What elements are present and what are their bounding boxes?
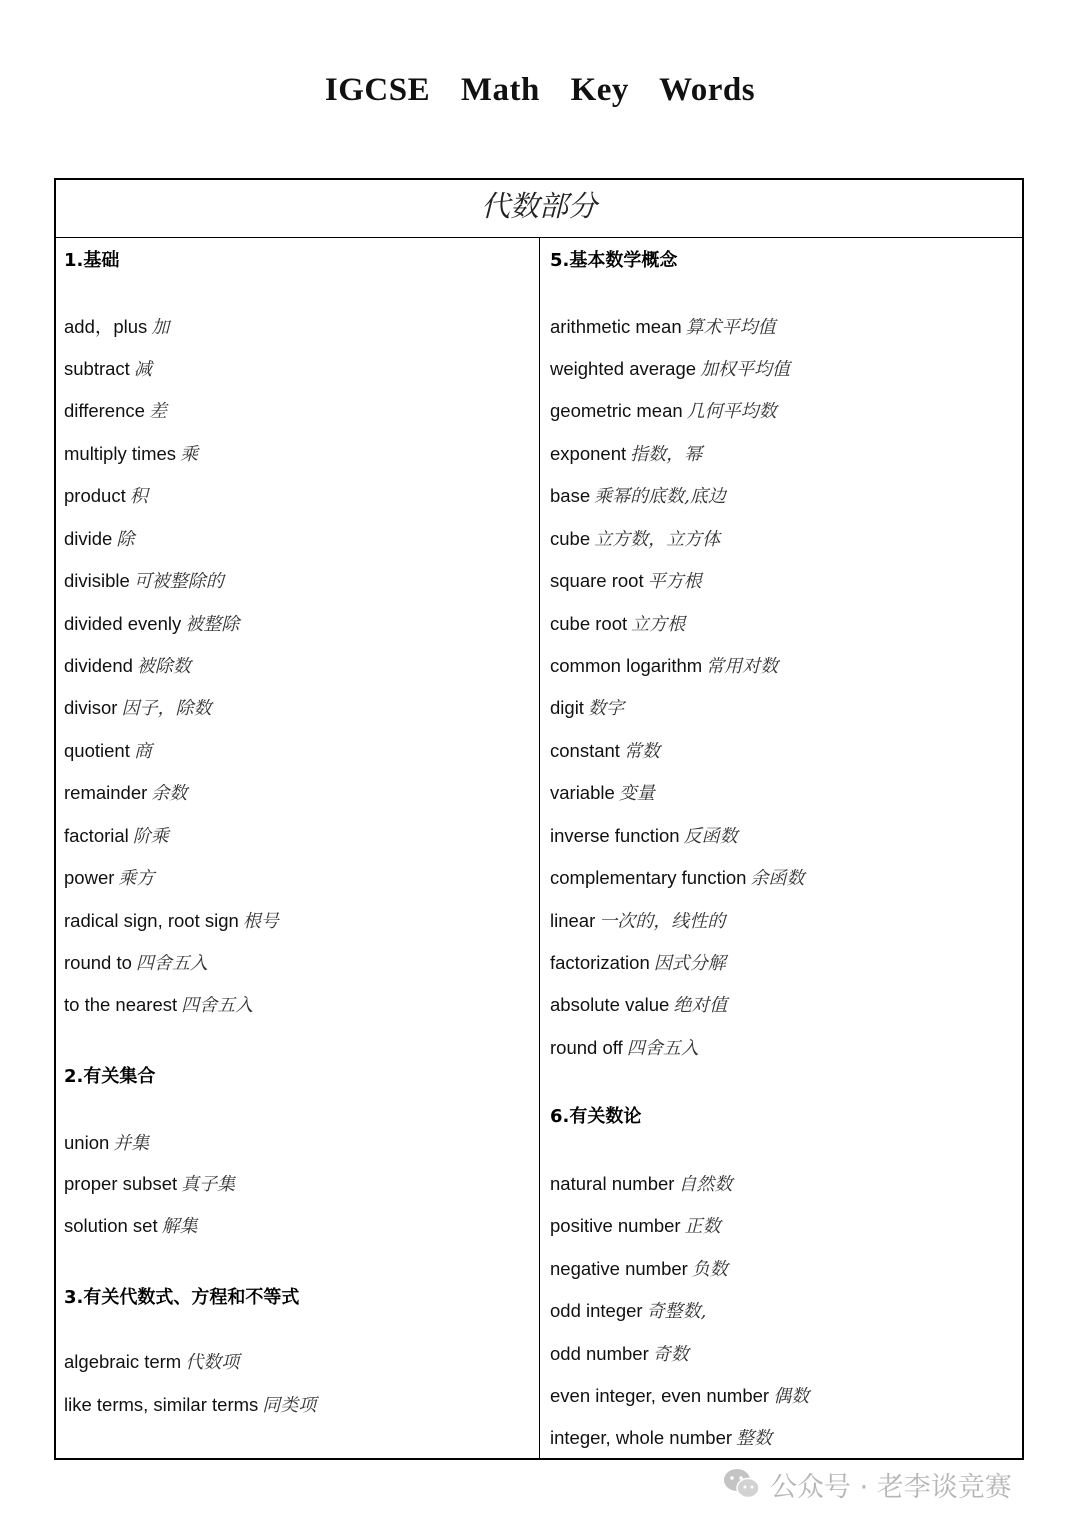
- chinese-translation: 变量: [618, 783, 655, 804]
- table-header: 代数部分: [56, 180, 1022, 238]
- english-term: multiply times: [64, 443, 177, 464]
- chinese-translation: 绝对值: [673, 995, 728, 1016]
- left-column: [56, 238, 539, 1458]
- vocabulary-entry: [550, 694, 624, 720]
- chinese-translation: 几何平均数: [686, 401, 777, 422]
- english-term: divided evenly: [64, 613, 182, 634]
- vocabulary-entry: [550, 1034, 699, 1060]
- chinese-translation: 被整除: [185, 614, 240, 635]
- chinese-translation: 同类项: [262, 1395, 317, 1416]
- english-term: negative number: [550, 1258, 688, 1279]
- chinese-translation: 正数: [684, 1216, 721, 1237]
- english-term: to the nearest: [64, 994, 178, 1015]
- right-column: [541, 238, 1024, 1458]
- english-term: integer, whole number: [550, 1427, 733, 1448]
- vocabulary-entry: [64, 610, 239, 636]
- vocabulary-entry: [550, 864, 804, 890]
- vocabulary-entry: [64, 737, 152, 763]
- vocabulary-entry: [64, 1212, 198, 1238]
- chinese-translation: 一次的，线性的: [599, 911, 726, 932]
- english-term: inverse function: [550, 825, 680, 846]
- vocabulary-entry: [64, 779, 187, 805]
- vocabulary-entry: [64, 482, 148, 508]
- english-term: remainder: [64, 782, 148, 803]
- watermark-text: 公众号 · 老李谈竞赛: [770, 1471, 1012, 1503]
- chinese-translation: 根号: [242, 911, 279, 932]
- vocabulary-entry: [550, 1340, 689, 1366]
- chinese-translation: 乘幂的底数,底边: [594, 486, 726, 507]
- vocabulary-entry: [550, 355, 790, 381]
- english-term: cube root: [550, 613, 628, 634]
- english-term: proper subset: [64, 1173, 178, 1194]
- english-term: factorial: [64, 825, 129, 846]
- english-term: common logarithm: [550, 655, 703, 676]
- section-heading: 6.有关数论: [550, 1106, 642, 1127]
- section-heading: 2.有关集合: [64, 1066, 156, 1087]
- vocabulary-entry: [550, 1212, 721, 1238]
- vocabulary-entry: [64, 525, 134, 551]
- english-term: variable: [550, 782, 615, 803]
- section-heading: 5.基本数学概念: [550, 250, 678, 271]
- chinese-translation: 除: [116, 529, 135, 550]
- chinese-translation: 加: [151, 317, 170, 338]
- vocabulary-entry: [64, 567, 224, 593]
- chinese-translation: 奇数: [652, 1344, 689, 1365]
- vocabulary-entry: [64, 313, 169, 339]
- english-term: odd integer: [550, 1300, 643, 1321]
- english-term: solution set: [64, 1215, 158, 1236]
- vocabulary-entry: [550, 991, 727, 1017]
- vocabulary-entry: [64, 1348, 239, 1374]
- chinese-translation: 奇整数,: [646, 1301, 707, 1322]
- english-term: radical sign, root sign: [64, 910, 239, 931]
- vocabulary-table: [54, 178, 1024, 1460]
- chinese-translation: 指数，幂: [630, 444, 703, 465]
- english-term: absolute value: [550, 994, 670, 1015]
- english-term: square root: [550, 570, 644, 591]
- vocabulary-entry: [64, 440, 198, 466]
- vocabulary-entry: [64, 1129, 149, 1155]
- chinese-translation: 余数: [151, 783, 188, 804]
- chinese-translation: 真子集: [181, 1174, 236, 1195]
- chinese-translation: 四舍五入: [135, 953, 208, 974]
- chinese-translation: 常用对数: [706, 656, 779, 677]
- english-term: odd number: [550, 1343, 649, 1364]
- vocabulary-entry: [64, 907, 279, 933]
- english-term: positive number: [550, 1215, 681, 1236]
- vocabulary-entry: [550, 949, 726, 975]
- vocabulary-entry: [64, 397, 167, 423]
- chinese-translation: 负数: [691, 1259, 728, 1280]
- chinese-translation: 自然数: [678, 1174, 733, 1195]
- vocabulary-entry: [550, 1382, 809, 1408]
- english-term: digit: [550, 697, 584, 718]
- chinese-translation: 反函数: [683, 826, 738, 847]
- vocabulary-entry: [64, 822, 169, 848]
- chinese-translation: 差: [148, 401, 167, 422]
- english-term: power: [64, 867, 115, 888]
- english-term: add，plus: [64, 316, 148, 337]
- english-term: divide: [64, 528, 113, 549]
- english-term: round to: [64, 952, 132, 973]
- english-term: factorization: [550, 952, 650, 973]
- english-term: like terms, similar terms: [64, 1394, 259, 1415]
- section-heading: 3.有关代数式、方程和不等式: [64, 1287, 300, 1308]
- vocabulary-entry: [64, 1170, 235, 1196]
- english-term: even integer, even number: [550, 1385, 770, 1406]
- chinese-translation: 商: [133, 741, 152, 762]
- section-heading: 1.基础: [64, 250, 120, 271]
- vocabulary-entry: [550, 482, 726, 508]
- chinese-translation: 加权平均值: [700, 359, 791, 380]
- chinese-translation: 整数: [736, 1428, 773, 1449]
- english-term: constant: [550, 740, 620, 761]
- chinese-translation: 乘方: [118, 868, 155, 889]
- watermark: [722, 1462, 1012, 1506]
- vocabulary-entry: [550, 567, 702, 593]
- chinese-translation: 平方根: [647, 571, 702, 592]
- english-term: round off: [550, 1037, 623, 1058]
- chinese-translation: 并集: [113, 1133, 150, 1154]
- chinese-translation: 解集: [161, 1216, 198, 1237]
- vocabulary-entry: [550, 1424, 772, 1450]
- english-term: divisible: [64, 570, 130, 591]
- vocabulary-entry: [550, 525, 720, 551]
- page-title: IGCSE Math Key Words: [324, 72, 756, 108]
- vocabulary-entry: [64, 949, 208, 975]
- english-term: cube: [550, 528, 591, 549]
- vocabulary-entry: [64, 355, 152, 381]
- english-term: natural number: [550, 1173, 675, 1194]
- wechat-icon: [722, 1467, 762, 1501]
- english-term: base: [550, 485, 591, 506]
- chinese-translation: 偶数: [773, 1386, 810, 1407]
- vocabulary-entry: [64, 694, 211, 720]
- chinese-translation: 数字: [587, 698, 624, 719]
- english-term: quotient: [64, 740, 130, 761]
- english-term: dividend: [64, 655, 133, 676]
- english-term: subtract: [64, 358, 130, 379]
- chinese-translation: 余函数: [750, 868, 805, 889]
- english-term: arithmetic mean: [550, 316, 682, 337]
- chinese-translation: 乘: [180, 444, 199, 465]
- chinese-translation: 算术平均值: [685, 317, 776, 338]
- english-term: weighted average: [550, 358, 697, 379]
- chinese-translation: 因式分解: [653, 953, 726, 974]
- vocabulary-entry: [550, 313, 776, 339]
- vocabulary-entry: [550, 1255, 728, 1281]
- english-term: linear: [550, 910, 596, 931]
- vocabulary-entry: [64, 991, 253, 1017]
- chinese-translation: 代数项: [185, 1352, 240, 1373]
- english-term: algebraic term: [64, 1351, 182, 1372]
- chinese-translation: 被除数: [136, 656, 191, 677]
- english-term: complementary function: [550, 867, 747, 888]
- english-term: divisor: [64, 697, 118, 718]
- vocabulary-entry: [550, 907, 725, 933]
- vocabulary-entry: [550, 822, 738, 848]
- vocabulary-entry: [550, 610, 685, 636]
- vocabulary-entry: [550, 779, 655, 805]
- vocabulary-entry: [550, 440, 702, 466]
- vocabulary-entry: [550, 652, 778, 678]
- chinese-translation: 阶乘: [132, 826, 169, 847]
- vocabulary-entry: [64, 864, 154, 890]
- english-term: union: [64, 1132, 110, 1153]
- chinese-translation: 因子，除数: [121, 698, 212, 719]
- english-term: difference: [64, 400, 145, 421]
- column-divider: [539, 238, 540, 1458]
- chinese-translation: 减: [133, 359, 152, 380]
- chinese-translation: 立方数，立方体: [594, 529, 721, 550]
- chinese-translation: 四舍五入: [181, 995, 254, 1016]
- english-term: exponent: [550, 443, 627, 464]
- vocabulary-entry: [64, 1391, 316, 1417]
- chinese-translation: 常数: [623, 741, 660, 762]
- chinese-translation: 四舍五入: [626, 1038, 699, 1059]
- english-term: product: [64, 485, 126, 506]
- chinese-translation: 积: [129, 486, 148, 507]
- vocabulary-entry: [550, 1170, 732, 1196]
- vocabulary-entry: [550, 1297, 706, 1323]
- chinese-translation: 立方根: [631, 614, 686, 635]
- english-term: geometric mean: [550, 400, 683, 421]
- vocabulary-entry: [550, 737, 660, 763]
- vocabulary-entry: [64, 652, 191, 678]
- vocabulary-entry: [550, 397, 777, 423]
- chinese-translation: 可被整除的: [133, 571, 224, 592]
